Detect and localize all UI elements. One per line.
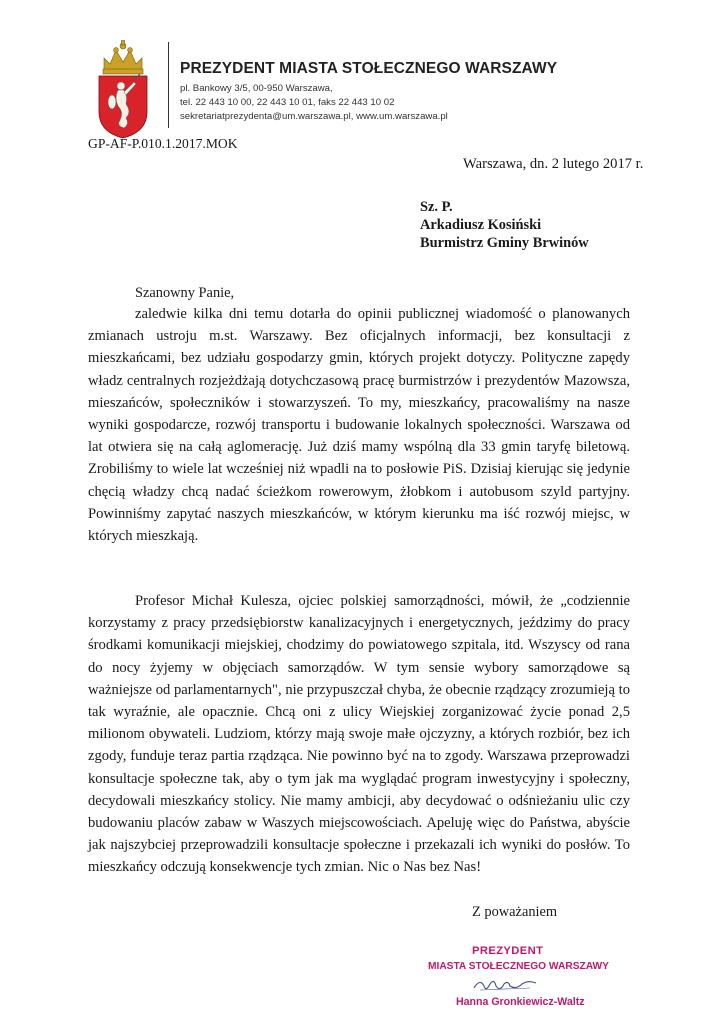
header-divider — [168, 42, 169, 128]
body-paragraph: Profesor Michał Kulesza, ojciec polskiej samorządności, mówił, że „codziennie korzystamy z pracy przedsiębiorstw kanalizacyjnych i energetycznych, jeździmy do pracy środkami komunikacji miejskiej, chodzimy do powiatowego szpitala, itd. Wszyscy od rana do nocy żyjemy w objęciach samorządów. W tym sensie wybory samorządowe są ważniejsze od parlamentarnych", nie przypuszczał chyba, że obecnie rządzący zrozumieją to tak wyraźnie, ale opacznie. Chcą oni z ulicy Wiejskiej zorganizować życie ponad 2,5 milionom obywateli. Ludziom, którzy mają swoje małe ojczyzny, a których rozbiór, bez ich zgody, funduje teraz partia rządząca. Nie powinno być na to zgody. Warszawa przeprowadzi konsultacje społeczne tak, aby o tym jak ma wyglądać program inwestycyjny i społeczny, decydowali mieszkańcy stolicy. Nie mamy ambicji, aby decydować o odśnieżaniu ulic czy budowaniu placów zabaw w Waszych miejscowościach. Apeluję więc do Państwa, abyście jak najszybciej przeprowadzili konsultacje społeczne i przekazali ich wyniki do posłów. To mieszkańcy odczują konsekwencje tych zmian. Nic o Nas bez Nas! — [88, 593, 630, 876]
stamp-subtitle: MIASTA STOŁECZNEGO WARSZAWY — [428, 961, 609, 972]
reference-number: GP-AF-P.010.1.2017.MOK — [88, 136, 238, 151]
letterhead-phones: tel. 22 443 10 00, 22 443 10 01, faks 22 443 10 02 — [180, 97, 395, 108]
stamp-title: PREZYDENT — [472, 945, 544, 957]
recipient-name: Arkadiusz Kosiński — [420, 217, 542, 233]
warsaw-coat-of-arms-icon — [90, 40, 156, 140]
letterhead-contacts: sekretariatprezydenta@um.warszawa.pl, www.um.warszawa.pl — [180, 111, 448, 122]
greeting: Szanowny Panie, — [135, 285, 235, 301]
letterhead-address: pl. Bankowy 3/5, 00-950 Warszawa, — [180, 83, 333, 94]
handwritten-signature — [470, 974, 540, 996]
recipient-title: Burmistrz Gminy Brwinów — [420, 235, 589, 251]
stamp-signatory-name: Hanna Gronkiewicz-Waltz — [456, 996, 585, 1008]
recipient-salutation: Sz. P. — [420, 199, 453, 215]
closing: Z poważaniem — [472, 904, 558, 920]
body-paragraph: zaledwie kilka dni temu dotarła do opinii publicznej wiadomość o planowanych zmianach ustroju m.st. Warszawy. Bez oficjalnych informacji, bez konsultacji z mieszkańcami, bez udziału gospodarzy gmin, których projekt dotyczy. Polityczne zapędy władz centralnych rozjeżdżają dotychczasową pracę burmistrzów i prezydentów Mazowsza, mieszańców, społeczników i stowarzyszeń. To my, mieszkańcy, pracowaliśmy na nasze wyniki gospodarcze, rozwój transportu i budowanie lokalnych społeczności. Warszawa od lat otwiera się na całą aglomerację. Już dziś mamy wspólną dla 33 gmin taryfę biletową. Zrobiliśmy to wiele lat wcześniej niż wpadli na to posłowie PiS. Dzisiaj kierując się jedynie chęcią władzy chcą nadać ścieżkom rowerowym, żłobkom i autobusom szyld partyjny. Powinniśmy zapytać naszych mieszkańców, w którym kierunku ma iść rozwój miejsc, w których mieszkają. — [88, 306, 630, 545]
letter-date: Warszawa, dn. 2 lutego 2017 r. — [463, 156, 644, 172]
letterhead-title: PREZYDENT MIASTA STOŁECZNEGO WARSZAWY — [180, 60, 558, 77]
